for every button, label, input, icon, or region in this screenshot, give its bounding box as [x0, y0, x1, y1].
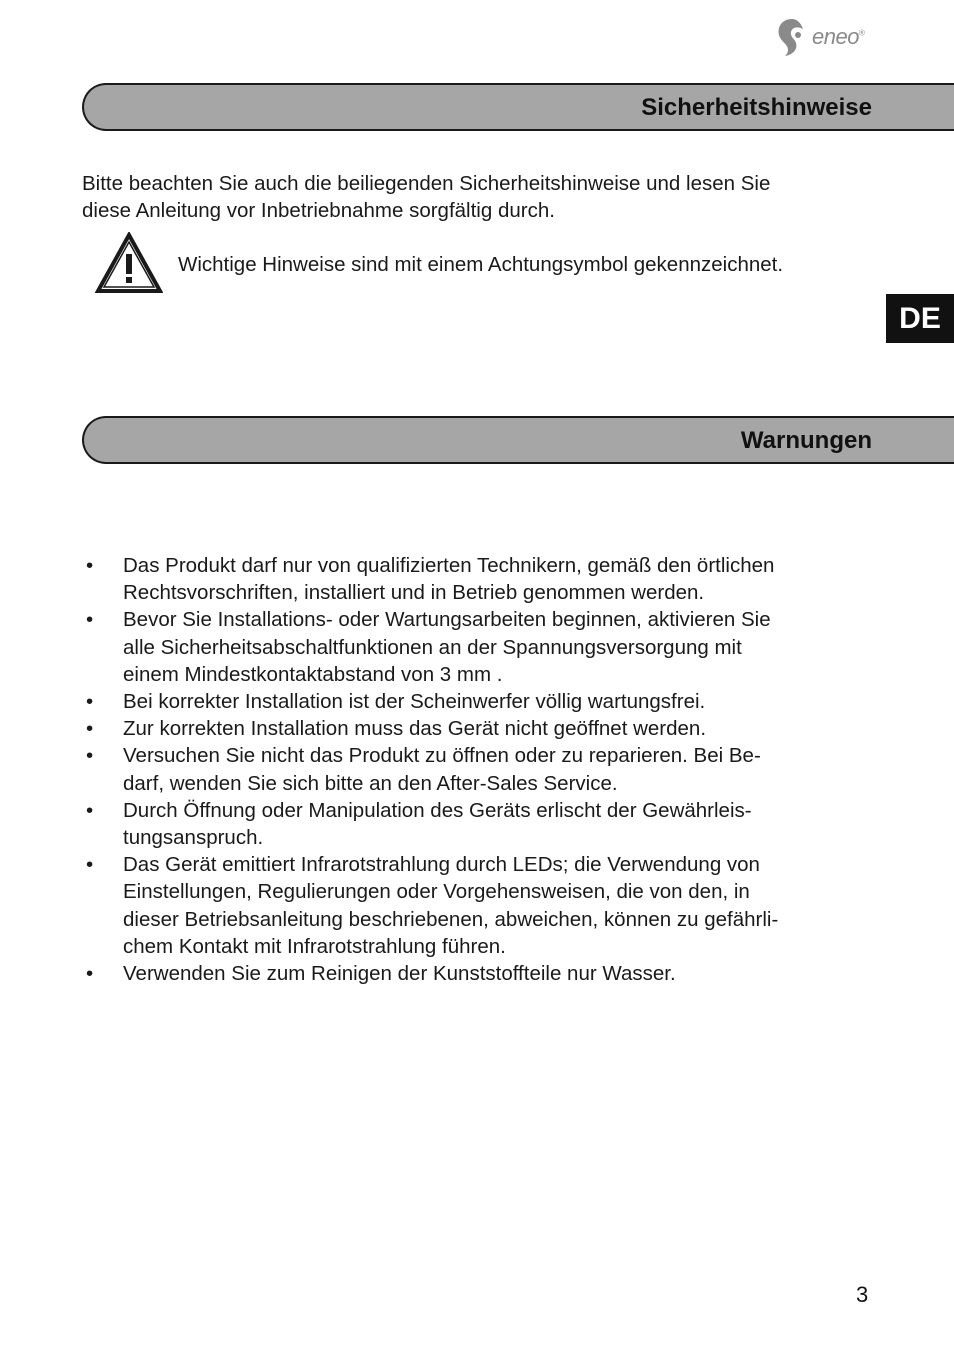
eneo-logo — [776, 16, 876, 58]
warning-item-line: tungsanspruch. — [123, 826, 264, 850]
warning-item-line: Einstellungen, Regulierungen oder Vorgehensweisen, die von den, in — [123, 880, 750, 904]
bullet-icon: • — [86, 690, 94, 714]
section-title-safety: Sicherheitshinweise — [641, 94, 872, 121]
intro-paragraph — [82, 170, 882, 224]
bullet-icon: • — [86, 744, 94, 768]
intro-line: Bitte beachten Sie auch die beiliegenden Sicherheitshinweise und lesen Sie — [82, 172, 771, 195]
warning-item-line: darf, wenden Sie sich bitte an den After-Sales Service. — [123, 771, 618, 795]
warning-item — [82, 960, 882, 987]
bullet-icon: • — [86, 853, 94, 877]
warning-item — [82, 797, 882, 851]
section-header-safety — [82, 83, 954, 131]
warning-item — [82, 606, 882, 688]
warning-item — [82, 688, 882, 715]
logo-registered-mark: ® — [858, 28, 865, 38]
warning-item-line: Versuchen Sie nicht das Produkt zu öffnen oder zu reparieren. Bei Be- — [123, 744, 761, 768]
warning-item-line: chem Kontakt mit Infrarotstrahlung führen. — [123, 934, 506, 958]
logo-text: eneo — [812, 24, 859, 49]
warning-item-line: Das Produkt darf nur von qualifizierten Technikern, gemäß den örtlichen — [123, 554, 775, 577]
bullet-icon: • — [86, 798, 94, 822]
warning-item-line: dieser Betriebsanleitung beschriebenen, abweichen, können zu gefährli- — [123, 907, 779, 931]
warning-item-line: Bevor Sie Installations- oder Wartungsarbeiten beginnen, aktivieren Sie — [123, 608, 771, 632]
eneo-logo-icon — [776, 17, 808, 57]
section-title-warnings: Warnungen — [740, 427, 872, 454]
warning-item-line: Verwenden Sie zum Reinigen der Kunststoffteile nur Wasser. — [123, 962, 676, 986]
warning-item-line: Bei korrekter Installation ist der Scheinwerfer völlig wartungsfrei. — [123, 690, 706, 714]
section-header-warnings — [82, 416, 954, 464]
warning-item — [82, 552, 882, 606]
warning-item-line: Zur korrekten Installation muss das Gerät nicht geöffnet werden. — [123, 717, 707, 741]
bullet-icon: • — [86, 717, 94, 741]
warning-item — [82, 851, 882, 960]
warning-item-line: einem Mindestkontaktabstand von 3 mm . — [123, 662, 503, 686]
warning-item-line: Rechtsvorschriften, installiert und in Betrieb genommen werden. — [123, 581, 705, 605]
bullet-icon: • — [86, 554, 94, 577]
warning-item — [82, 715, 882, 742]
warning-item-line: Das Gerät emittiert Infrarotstrahlung durch LEDs; die Verwendung von — [123, 853, 760, 877]
language-tab: DE — [886, 294, 954, 343]
warning-triangle-icon — [95, 232, 163, 294]
warning-item-line: Durch Öffnung oder Manipulation des Geräts erlischt der Gewährleis- — [123, 798, 752, 822]
bullet-icon: • — [86, 962, 94, 986]
intro-line: diese Anleitung vor Inbetriebnahme sorgfältig durch. — [82, 199, 555, 223]
warnings-list — [82, 552, 882, 987]
warning-item-line: alle Sicherheitsabschaltfunktionen an der Spannungsversorgung mit — [123, 635, 742, 659]
bullet-icon: • — [86, 608, 94, 632]
warning-item — [82, 742, 882, 796]
page-number: 3 — [856, 1282, 869, 1307]
warning-note: Wichtige Hinweise sind mit einem Achtungsymbol gekennzeichnet. — [178, 253, 784, 276]
